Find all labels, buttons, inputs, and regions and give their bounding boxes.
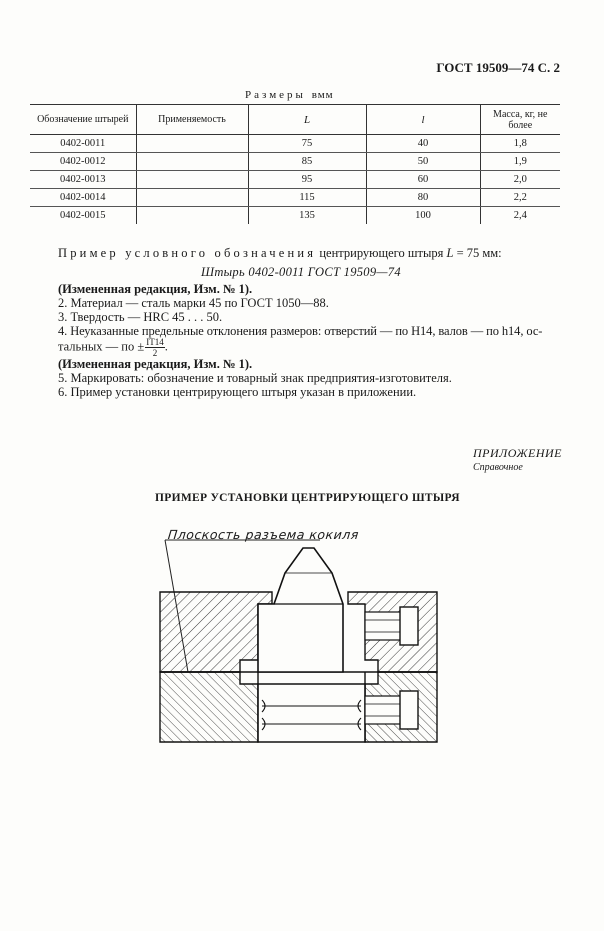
cell-l: 40	[366, 135, 480, 153]
designation-example: Штырь 0402-0011 ГОСТ 19509—74	[201, 265, 401, 279]
edit-note: (Измененная редакция, Изм. № 1).	[58, 357, 253, 371]
fraction-numerator: IT14	[146, 337, 164, 347]
cell-mass: 1,8	[480, 135, 560, 153]
page-header: ГОСТ 19509—74 С. 2	[436, 60, 560, 75]
cell-mass: 2,0	[480, 171, 560, 189]
item-hardness: 3. Твердость — HRC 45 . . . 50.	[58, 310, 223, 324]
lower-screw	[365, 691, 418, 729]
col-l: l	[366, 105, 480, 135]
figure-title: ПРИМЕР УСТАНОВКИ ЦЕНТРИРУЮЩЕГО ШТЫРЯ	[155, 492, 460, 504]
caption-unit: вмм	[311, 89, 334, 101]
parting-plane-label: Плоскость разъема кокиля	[167, 527, 360, 542]
tolerances-end: .	[164, 339, 168, 354]
cell-designation: 0402-0012	[30, 153, 136, 171]
item-installation: 6. Пример установки центрирующего штыря указан в приложении.	[58, 385, 417, 399]
col-L: L	[248, 105, 366, 135]
centering-pin	[258, 548, 365, 742]
cell-designation: 0402-0013	[30, 171, 136, 189]
cell-mass: 1,9	[480, 153, 560, 171]
cell-designation: 0402-0014	[30, 189, 136, 207]
caption-text: Размеры	[245, 89, 306, 101]
cell-L: 115	[248, 189, 366, 207]
upper-screw	[365, 607, 418, 645]
col-applicability: Применяемость	[136, 105, 248, 135]
cell-L: 85	[248, 153, 366, 171]
cell-l: 60	[366, 171, 480, 189]
col-mass: Масса, кг, не более	[480, 105, 560, 135]
item-tolerances: 4. Неуказанные предельные отклонения размеров: отверстий — по Н14, валов — по h14, ос-	[58, 324, 543, 338]
example-text-after: = 75 мм:	[453, 246, 502, 260]
cell-l: 50	[366, 153, 480, 171]
example-spaced-text: Пример условного обозначения	[58, 246, 317, 260]
item-material: 2. Материал — сталь марки 45 по ГОСТ 1050—88.	[58, 296, 329, 310]
example-variable: L	[446, 246, 454, 260]
appendix-title: ПРИЛОЖЕНИЕ	[473, 446, 562, 460]
fraction-denominator: 2	[152, 348, 158, 358]
edit-note: (Измененная редакция, Изм. № 1).	[58, 282, 253, 296]
cell-l: 80	[366, 189, 480, 207]
col-designation: Обозначение штырей	[30, 105, 136, 135]
cell-L: 75	[248, 135, 366, 153]
cell-L: 135	[248, 207, 366, 225]
cell-L: 95	[248, 171, 366, 189]
cell-l: 100	[366, 207, 480, 225]
tolerances-cont-text: тальных — по ±	[58, 339, 145, 354]
cell-designation: 0402-0011	[30, 135, 136, 153]
example-text-before: центрирующего штыря	[316, 246, 447, 260]
cell-mass: 2,2	[480, 189, 560, 207]
appendix-subtitle: Справочное	[473, 462, 523, 473]
cell-mass: 2,4	[480, 207, 560, 225]
item-marking: 5. Маркировать: обозначение и товарный знак предприятия-изготовителя.	[58, 371, 452, 385]
cell-designation: 0402-0015	[60, 210, 106, 221]
